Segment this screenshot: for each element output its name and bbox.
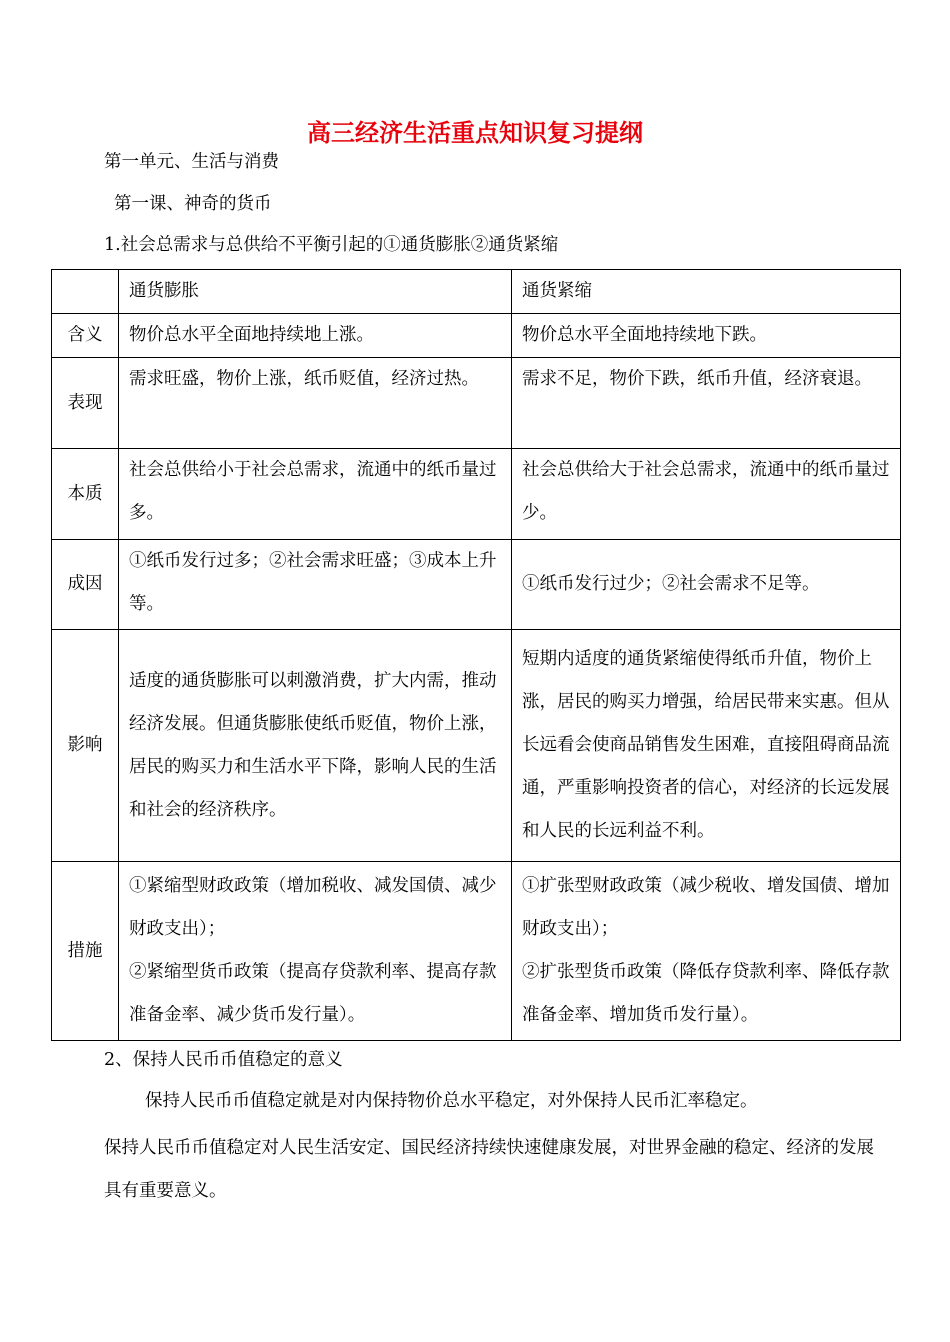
header-cell-empty: [52, 270, 119, 314]
table-row: [52, 540, 901, 630]
table-header-row: [52, 270, 901, 314]
table-row: [52, 314, 901, 358]
header-cell-deflation: 通货紧缩: [512, 270, 901, 314]
inflation-cell: 社会总供给小于社会总需求，流通中的纸币量过多。: [119, 449, 512, 540]
inflation-cell: 需求旺盛，物价上涨，纸币贬值，经济过热。: [119, 358, 512, 449]
point-1-heading: 1.社会总需求与总供给不平衡引起的①通货膨胀②通货紧缩: [104, 235, 559, 255]
row-label: 表现: [52, 358, 119, 449]
document-title: 高三经济生活重点知识复习提纲: [307, 119, 643, 147]
row-label: 本质: [52, 449, 119, 540]
table-row: [52, 449, 901, 540]
deflation-cell: 需求不足，物价下跌，纸币升值，经济衰退。: [512, 358, 901, 449]
inflation-cell: 适度的通货膨胀可以刺激消费，扩大内需，推动经济发展。但通货膨胀使纸币贬值，物价上涨，居民的购买力和生活水平下降，影响人民的生活和社会的经济秩序。: [119, 630, 512, 862]
row-label: 含义: [52, 314, 119, 358]
lesson-heading: 第一课、神奇的货币: [114, 194, 272, 214]
deflation-monetary-policy: ②扩张型货币政策（降低存贷款利率、降低存款准备金率、增加货币发行量）。: [522, 962, 890, 1025]
inflation-cell: [119, 862, 512, 1041]
unit-heading: 第一单元、生活与消费: [104, 152, 279, 172]
row-label: 成因: [52, 540, 119, 630]
deflation-cell: 物价总水平全面地持续地下跌。: [512, 314, 901, 358]
paragraph-1: 保持人民币币值稳定就是对内保持物价总水平稳定，对外保持人民币汇率稳定。: [145, 1091, 758, 1111]
inflation-cell: ①纸币发行过多；②社会需求旺盛；③成本上升等。: [119, 540, 512, 630]
row-label: 措施: [52, 862, 119, 1041]
point-2-heading: 2、保持人民币币值稳定的意义: [104, 1050, 343, 1070]
row-label: 影响: [52, 630, 119, 862]
table-row: [52, 630, 901, 862]
deflation-fiscal-policy: ①扩张型财政政策（减少税收、增发国债、增加财政支出）；: [522, 876, 890, 939]
inflation-fiscal-policy: ①紧缩型财政政策（增加税收、减发国债、减少财政支出）；: [129, 876, 497, 939]
deflation-cell: 短期内适度的通货紧缩使得纸币升值，物价上涨，居民的购买力增强，给居民带来实惠。但从长远看会使商品销售发生困难，直接阻碍商品流通，严重影响投资者的信心，对经济的长远发展和人民的长远利益不利。: [512, 630, 901, 862]
deflation-cell: [512, 862, 901, 1041]
header-cell-inflation: 通货膨胀: [119, 270, 512, 314]
paragraph-2: 保持人民币币值稳定对人民生活安定、国民经济持续快速健康发展，对世界金融的稳定、经济的发展具有重要意义。: [104, 1138, 874, 1201]
table-row: [52, 358, 901, 449]
deflation-cell: ①纸币发行过少；②社会需求不足等。: [512, 540, 901, 630]
table-row: [52, 862, 901, 1041]
inflation-monetary-policy: ②紧缩型货币政策（提高存贷款利率、提高存款准备金率、减少货币发行量）。: [129, 962, 497, 1025]
deflation-cell: 社会总供给大于社会总需求，流通中的纸币量过少。: [512, 449, 901, 540]
inflation-cell: 物价总水平全面地持续地上涨。: [119, 314, 512, 358]
comparison-table: [51, 269, 901, 1041]
